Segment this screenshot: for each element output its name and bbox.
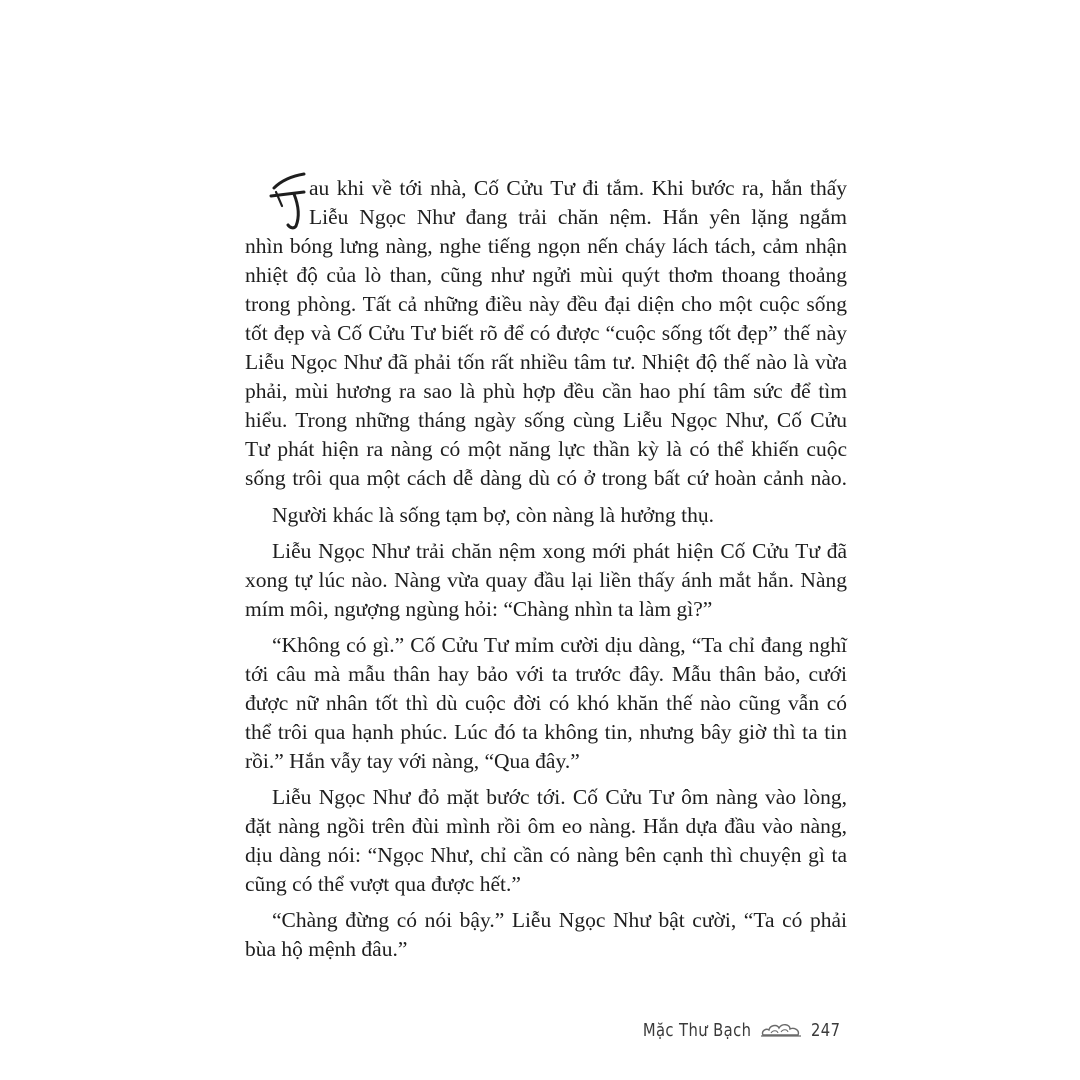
text-line: xong tự lúc nào. Nàng vừa quay đầu lại liền thấy ánh mắt hắn. Nàng <box>245 568 847 592</box>
page-footer <box>619 1016 847 1044</box>
text-line: dịu dàng nói: “Ngọc Như, chỉ cần có nàng bên cạnh thì chuyện gì ta <box>245 843 847 867</box>
dropcap-s <box>268 166 308 230</box>
text-line: đặt nàng ngồi trên đùi mình rồi ôm eo nàng. Hắn dựa đầu vào nàng, <box>245 814 847 838</box>
text-line: Liễu Ngọc Như đỏ mặt bước tới. Cố Cửu Tư ôm nàng vào lòng, <box>272 785 847 809</box>
text-line: tốt đẹp và Cố Cửu Tư biết rõ để có được “cuộc sống tốt đẹp” thế này <box>245 321 847 345</box>
footer-author: Mặc Thư Bạch <box>642 1019 752 1041</box>
text-line: “Chàng đừng có nói bậy.” Liễu Ngọc Như bật cười, “Ta có phải <box>272 908 847 932</box>
text-line: Liễu Ngọc Như đang trải chăn nệm. Hắn yên lặng ngắm <box>309 205 847 229</box>
text-line: “Không có gì.” Cố Cửu Tư mỉm cười dịu dàng, “Ta chỉ đang nghĩ <box>272 633 847 657</box>
text-line: nhiệt độ của lò than, cũng như ngửi mùi quýt thơm thoang thoảng <box>245 263 847 287</box>
text-line: au khi về tới nhà, Cố Cửu Tư đi tắm. Khi bước ra, hắn thấy <box>309 176 847 200</box>
dropcap-s-glyph <box>268 166 308 230</box>
text-line: sống trôi qua một cách dễ dàng dù có ở trong bất cứ hoàn cảnh nào. <box>245 466 847 490</box>
text-line: Người khác là sống tạm bợ, còn nàng là hưởng thụ. <box>272 503 714 527</box>
text-line: Liễu Ngọc Như đã phải tốn rất nhiều tâm tư. Nhiệt độ thế nào là vừa <box>245 350 847 374</box>
cloud-ornament-icon <box>759 1020 803 1040</box>
text-line: trong phòng. Tất cả những điều này đều đại diện cho một cuộc sống <box>245 292 847 316</box>
text-line: bùa hộ mệnh đâu.” <box>245 937 408 961</box>
text-line: Tư phát hiện ra nàng có một năng lực thần kỳ là có thể khiến cuộc <box>245 437 847 461</box>
text-line: phải, mùi hương ra sao là phù hợp đều cần hao phí tâm sức để tìm <box>245 379 847 403</box>
text-line: rồi.” Hắn vẫy tay với nàng, “Qua đây.” <box>245 749 580 773</box>
text-line: hiểu. Trong những tháng ngày sống cùng Liễu Ngọc Như, Cố Cửu <box>245 408 847 432</box>
text-line: Liễu Ngọc Như trải chăn nệm xong mới phát hiện Cố Cửu Tư đã <box>272 539 847 563</box>
text-line: được nữ nhân tốt thì dù cuộc đời có khó khăn thế nào cũng vẫn có <box>245 691 847 715</box>
text-line: mím môi, ngượng ngùng hỏi: “Chàng nhìn ta làm gì?” <box>245 597 713 621</box>
text-line: thể trôi qua hạnh phúc. Lúc đó ta không tin, nhưng bây giờ thì ta tin <box>245 720 847 744</box>
text-line: tới câu mà mẫu thân hay bảo với ta trước đây. Mẫu thân bảo, cưới <box>245 662 847 686</box>
text-line: nhìn bóng lưng nàng, nghe tiếng ngọn nến cháy lách tách, cảm nhận <box>245 234 847 258</box>
text-line: cũng có thể vượt qua được hết.” <box>245 872 521 896</box>
page-number: 247 <box>811 1019 841 1041</box>
